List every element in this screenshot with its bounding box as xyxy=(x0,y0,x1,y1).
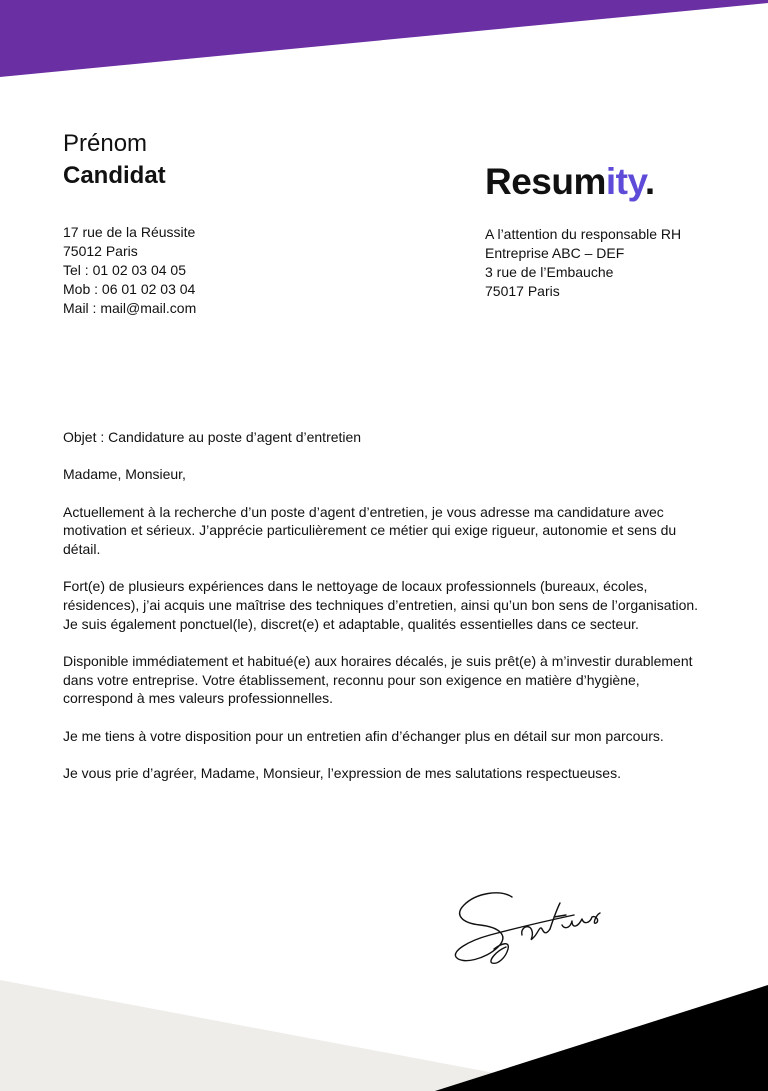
recipient-address xyxy=(485,225,681,301)
letter-body xyxy=(63,428,713,801)
resumity-logo xyxy=(485,160,655,204)
letter-closing: Je vous prie d’agréer, Madame, Monsieur, l’expression de mes salutations respectueuses. xyxy=(63,764,621,781)
sender-address xyxy=(63,223,196,318)
letter-salutation: Madame, Monsieur, xyxy=(63,466,186,483)
letter-paragraph: Fort(e) de plusieurs expériences dans le nettoyage de locaux professionnels (bureaux, écoles, résidences), j’ai acquis une maîtrise des techniques d’entretien, ainsi qu’un bon sens de l’organisation. Je suis également ponctuel(le), discret(e) et adaptable, qualités essentielles dans ce secteur. xyxy=(63,578,699,632)
sender-phone: Tel : 01 02 03 04 05 xyxy=(63,262,186,278)
bottom-right-black-band xyxy=(435,985,768,1091)
sender-email: Mail : mail@mail.com xyxy=(63,300,197,316)
letter-paragraph: Actuellement à la recherche d’un poste d’agent d’entretien, je vous adresse ma candidature avec motivation et sérieux. J’apprécie particulièrement ce métier qui exige rigueur, autonomie et sens du détail. xyxy=(63,503,677,557)
logo-accent: ity xyxy=(605,161,645,202)
sender-mobile: Mob : 06 01 02 03 04 xyxy=(63,281,196,297)
logo-main: Resum xyxy=(485,161,606,202)
sender-street: 17 rue de la Réussite xyxy=(63,224,196,240)
recipient-city: 75017 Paris xyxy=(485,283,560,299)
recipient-street: 3 rue de l’Embauche xyxy=(485,264,614,280)
bottom-left-gray-band xyxy=(0,980,590,1091)
letter-paragraph: Je me tiens à votre disposition pour un entretien afin d’échanger plus en détail sur mon parcours. xyxy=(63,727,664,744)
sender-name xyxy=(63,128,166,192)
sender-first-name: Prénom xyxy=(63,130,148,157)
handwritten-signature xyxy=(450,885,610,975)
top-accent-band xyxy=(0,0,768,77)
letter-subject: Objet : Candidature au poste d’agent d’entretien xyxy=(63,429,362,445)
recipient-company: Entreprise ABC – DEF xyxy=(485,245,625,261)
recipient-attention: A l’attention du responsable RH xyxy=(485,226,682,242)
letter-paragraph: Disponible immédiatement et habitué(e) aux horaires décalés, je suis prêt(e) à m’investir durablement dans votre entreprise. Votre établissement, reconnu pour son exigence en matière d’hygiène, correspond à mes valeurs professionnelles. xyxy=(63,652,693,707)
sender-last-name: Candidat xyxy=(63,162,166,189)
sender-city: 75012 Paris xyxy=(63,243,138,259)
logo-suffix: . xyxy=(644,161,655,202)
